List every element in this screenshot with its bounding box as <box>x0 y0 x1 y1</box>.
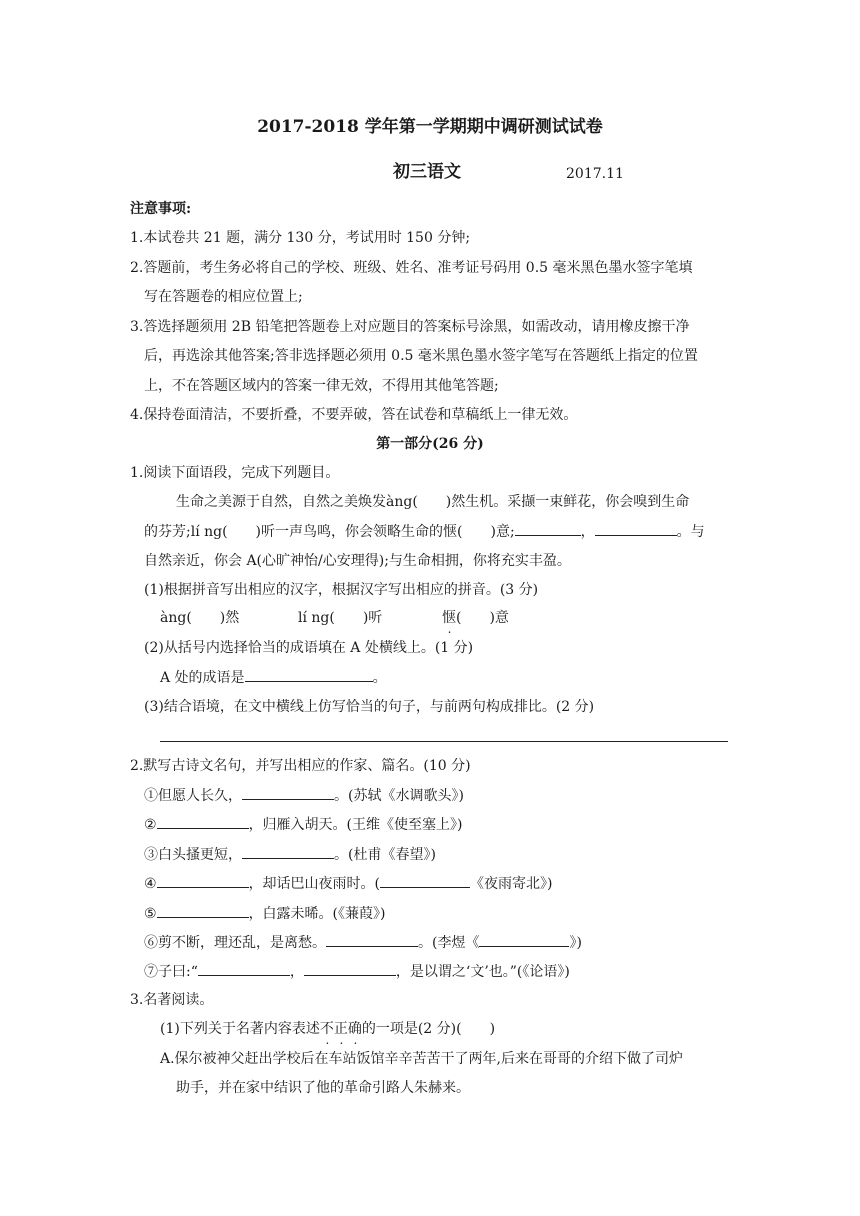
q1-sub3: (3)结合语境，在文中横线上仿写恰当的句子，与前两句构成排比。(2 分) <box>144 699 595 715</box>
answer-blank[interactable] <box>479 932 569 947</box>
answer-blank[interactable] <box>157 814 249 829</box>
answer-blank[interactable] <box>326 932 418 947</box>
notice-item: 2.答题前，考生务必将自己的学校、班级、姓名、准考证号码用 0.5 毫米黑色墨水签字笔填 <box>130 260 693 276</box>
poem-line: ⑦子曰:“ ， ，是以谓之‘文’也。”(《论语》) <box>144 961 570 982</box>
q1-sub2: (2)从括号内选择恰当的成语填在 A 处横线上。(1 分) <box>144 640 474 656</box>
notice-item: 写在答题卷的相应位置上; <box>144 289 303 305</box>
q3-stem: 3.名著阅读。 <box>130 992 214 1008</box>
q3-option-a: A.保尔被神父赶出学校后在车站饭馆辛辛苦苦干了两年,后来在哥哥的介绍下做了司炉 <box>160 1051 684 1067</box>
poem-line: ③白头搔更短， 。(杜甫《春望》) <box>144 844 436 865</box>
answer-blank[interactable] <box>157 903 249 918</box>
emphasis-char: 确 <box>347 1021 362 1037</box>
q1-sub1-item: lí ng( )听 <box>298 610 383 626</box>
notice-item: 1.本试卷共 21 题，满分 130 分，考试用时 150 分钟; <box>130 230 471 246</box>
notice-item: 3.答选择题须用 2B 铅笔把答题卷上对应题目的答案标号涂黑，如需改动，请用橡皮擦干净 <box>130 319 690 335</box>
q1-passage-line: 生命之美源于自然，自然之美焕发àng( )然生机。采撷一束鲜花，你会嗅到生命 <box>176 494 690 510</box>
answer-blank[interactable] <box>595 521 677 536</box>
notice-item: 后，再选涂其他答案;答非选择题必须用 0.5 毫米黑色墨水签字笔写在答题纸上指定的位置 <box>144 348 698 364</box>
poem-line: ② ，归雁入胡天。(王维《使至塞上》) <box>144 814 463 835</box>
answer-blank[interactable] <box>242 785 334 800</box>
poem-line: ④ ，却话巴山夜雨时。( 《夜雨寄北》) <box>144 873 553 894</box>
q1-passage-line: 自然亲近，你会 A(心旷神怡/心安理得);与生命相拥，你将充实丰盈。 <box>144 553 571 569</box>
answer-blank[interactable] <box>515 521 581 536</box>
q1-sub2-answer: A 处的成语是 。 <box>160 667 387 688</box>
poem-line: ①但愿人长久， 。(苏轼《水调歌头》) <box>144 785 464 806</box>
subject-title: 初三语文 <box>393 162 461 182</box>
answer-blank[interactable] <box>242 844 334 859</box>
poem-line: ⑥剪不断，理还乱，是离愁。 。(李煜《 》) <box>144 932 582 953</box>
notice-item: 上，不在答题区域内的答案一律无效，不得用其他笔答题; <box>144 378 499 394</box>
notice-item: 4.保持卷面清洁，不要折叠，不要弄破，答在试卷和草稿纸上一律无效。 <box>130 407 578 423</box>
answer-blank[interactable] <box>304 961 396 976</box>
q1-sub1-item: àng( )然 <box>160 610 240 626</box>
exam-date: 2017.11 <box>566 166 624 182</box>
answer-blank[interactable] <box>198 961 290 976</box>
exam-title: 2017-2018 学年第一学期期中调研测试试卷 <box>257 117 603 137</box>
q3-sub1: (1)下列关于名著内容表述不正确的一项是(2 分)( ) <box>160 1021 496 1037</box>
part1-heading: 第一部分(26 分) <box>376 436 484 452</box>
answer-line[interactable] <box>160 741 728 742</box>
answer-blank[interactable] <box>245 667 373 682</box>
q1-sub1: (1)根据拼音写出相应的汉字，根据汉字写出相应的拼音。(3 分) <box>144 582 539 598</box>
q3-option-a: 助手，并在家中结识了他的革命引路人朱赫来。 <box>176 1080 470 1096</box>
q1-sub1-item: 惬( )意 <box>442 610 509 626</box>
emphasis-char: 不 <box>319 1021 334 1037</box>
q2-stem: 2.默写古诗文名句，并写出相应的作家、篇名。(10 分) <box>130 758 471 774</box>
notice-heading: 注意事项: <box>130 201 192 217</box>
q1-passage-line: 的芬芳;lí ng( )听一声鸟鸣，你会领略生命的惬( )意; ， 。与 <box>144 521 705 542</box>
poem-line: ⑤ ，白露未晞。(《蒹葭》) <box>144 903 386 924</box>
emphasis-char: 正 <box>333 1021 348 1037</box>
answer-blank[interactable] <box>157 873 249 888</box>
answer-blank[interactable] <box>380 873 470 888</box>
q1-stem: 1.阅读下面语段，完成下列题目。 <box>130 465 340 481</box>
